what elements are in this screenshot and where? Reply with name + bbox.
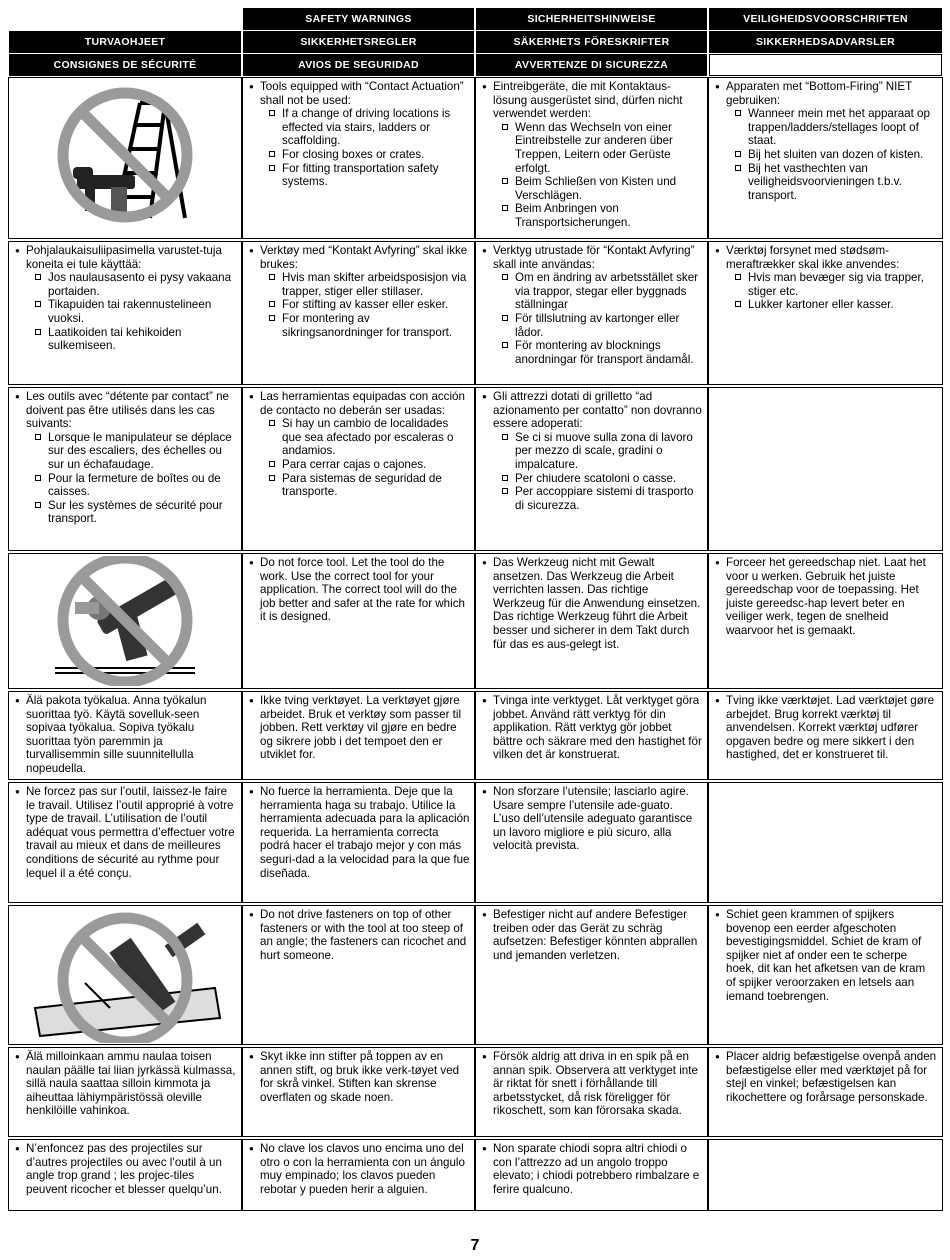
- sub-item: Hvis man skifter arbeidsposisjon via trapper, stiger eller stillaser.: [268, 271, 470, 298]
- warning-text: Älä pakota työkalua. Anna työkalun suorittaa työ. Käytä sovelluk-seen sopivaa työkalua. Sopiva työkalu suorittaa työn paremmin ja turvallisemmin sille suunnitellulla nopeudella.: [26, 694, 207, 775]
- sub-item: Wenn das Wechseln von einer Eintreibstelle zur anderen über Treppen, Leitern oder Gerüste erfolgt.: [501, 121, 703, 175]
- cell-s2-r3-c1: [242, 1139, 475, 1211]
- warning-text: Tvinga inte verktyget. Låt verktyget göra jobbet. Använd rätt verktyg för din applikation. Rätt verktyg gör jobbet bättre och säkrare med den hastighet för vilken det är konstruerat.: [493, 694, 702, 762]
- cell-s1-r3-c0: [8, 782, 242, 903]
- warning-text: Apparaten met “Bottom-Firing” NIET gebruiken:: [726, 80, 912, 107]
- cell-s1-r3-c1: [242, 782, 475, 903]
- warning-item: [482, 390, 703, 512]
- warning-item: [715, 244, 938, 312]
- page-number: 7: [470, 1237, 480, 1254]
- sub-item: Para sistemas de seguridad de transporte.: [268, 472, 470, 499]
- sub-item: Tikapuiden tai rakennustelineen vuoksi.: [34, 298, 237, 325]
- sub-item: Bij het sluiten van dozen of kisten.: [734, 148, 938, 162]
- warning-text: Gli attrezzi dotati di grilletto “ad azionamento per contatto” non dovranno essere adoperati:: [493, 390, 702, 431]
- warning-text: Befestiger nicht auf andere Befestiger treiben oder das Gerät zu schräg aufsetzen: Befestiger könnten abprallen und jemanden verletzen.: [493, 908, 698, 962]
- cell-s1-r2-c0: [8, 691, 242, 780]
- cell-s0-r1-c2: [475, 77, 708, 239]
- sub-item: Wanneer mein met het apparaat op trappen/ladders/stellages loopt of staat.: [734, 107, 938, 148]
- warning-item: [15, 785, 237, 880]
- header-r2-0: [9, 31, 241, 53]
- sub-item: Pour la fermeture de boîtes ou de caisses.: [34, 472, 237, 499]
- stacked-fasteners-prohibited-icon: [15, 908, 235, 1043]
- sub-item: Hvis man bevæger sig via trapper, stiger etc.: [734, 271, 938, 298]
- cell-s2-r1-c2: [475, 905, 708, 1045]
- header-label: TURVAOHJEET: [84, 36, 166, 48]
- safety-table: [8, 8, 943, 1211]
- warning-item: [715, 694, 938, 762]
- sub-item: Per chiudere scatoloni o casse.: [501, 472, 703, 486]
- sub-item: För tillslutning av kartonger eller lådor.: [501, 312, 703, 339]
- warning-item: [15, 1142, 237, 1196]
- warning-text: Do not drive fasteners on top of other fasteners or with the tool at too steep of an angle; the fasteners can ricochet and hurt someone.: [260, 908, 467, 962]
- warning-item: [249, 785, 470, 880]
- header-label: SIKKERHEDSADVARSLER: [755, 36, 896, 48]
- ladder-nailer-prohibited-icon: [15, 83, 235, 233]
- warning-item: [482, 556, 703, 651]
- sub-item: For stifting av kasser eller esker.: [268, 298, 470, 312]
- header-r3-2: [476, 54, 707, 76]
- cell-s0-r1-c1: [242, 77, 475, 239]
- illustration-1: [8, 553, 242, 689]
- cell-s2-r1-c1: [242, 905, 475, 1045]
- warning-text: Verktøy med “Kontakt Avfyring” skal ikke brukes:: [260, 244, 468, 271]
- cell-s1-r1-c3: [708, 553, 943, 689]
- sub-item: Laatikoiden tai kehikoiden sulkemiseen.: [34, 326, 237, 353]
- header-r3-0: [9, 54, 241, 76]
- warning-item: [249, 80, 470, 189]
- warning-item: [482, 1142, 703, 1196]
- header-r1-2: [709, 8, 942, 30]
- sub-item: For closing boxes or crates.: [268, 148, 470, 162]
- warning-item: [249, 908, 470, 962]
- warning-item: [715, 556, 938, 638]
- warning-text: Verktyg utrustade för “Kontakt Avfyring” skall inte användas:: [493, 244, 695, 271]
- header-r2-3: [709, 31, 942, 53]
- header-label: CONSIGNES DE SÉCURITÉ: [53, 59, 197, 71]
- sub-item: Lorsque le manipulateur se déplace sur des escaliers, des échelles ou sur un échafaudage.: [34, 431, 237, 472]
- sub-item: If a change of driving locations is effected via stairs, ladders or scaffolding.: [268, 107, 470, 148]
- cell-s1-r3-c3: [708, 782, 943, 903]
- cell-s2-r2-c1: [242, 1047, 475, 1137]
- sub-item: Beim Anbringen von Transportsicherungen.: [501, 202, 703, 229]
- warning-item: [249, 244, 470, 339]
- sub-item: Para cerrar cajas o cajones.: [268, 458, 470, 472]
- cell-s0-r2-c1: [242, 241, 475, 385]
- cell-s2-r2-c2: [475, 1047, 708, 1137]
- warning-text: Ikke tving verktøyet. La verktøyet gjøre arbeidet. Bruk et verktøy som passer til jobben. Rett verktøy vil gjøre en bedre og sikrere jobb i det tempoet den er utviklet for.: [260, 694, 462, 762]
- warning-item: [482, 1050, 703, 1118]
- warning-item: [482, 80, 703, 230]
- warning-text: Das Werkzeug nicht mit Gewalt ansetzen. Das Werkzeug die Arbeit verrichten lassen. Das richtige Werkzeug für die Anwendung einsetzen. Das richtige Werkzeug führt die Arbeit besser und sicherer in dem Takt durch für das es aus-gelegt ist.: [493, 556, 701, 651]
- warning-item: [715, 908, 938, 1003]
- sub-item: For fitting transportation safety systems.: [268, 162, 470, 189]
- cell-s0-r1-c3: [708, 77, 943, 239]
- cell-s2-r2-c3: [708, 1047, 943, 1137]
- warning-item: [482, 785, 703, 853]
- warning-text: No clave los clavos uno encima uno del otro o con la herramienta con un ángulo muy empinado; los clavos pueden rebotar y pueden herir a alguien.: [260, 1142, 465, 1196]
- warning-text: Forceer het gereedschap niet. Laat het voor u werken. Gebruik het juiste gereedschap voor de toepassing. Het juiste gereedsc-hap levert beter en veiliger werk, tegen de snelheid waarvoor het is gemaakt.: [726, 556, 926, 637]
- warning-text: Non sforzare l’utensile; lasciarlo agire. Usare sempre l’utensile ade-guato. L’uso dell’utensile adeguato garantisce un lavoro migliore e più sicuro, alla velocità prevista.: [493, 785, 693, 853]
- warning-item: [249, 694, 470, 762]
- illustration-2: [8, 905, 242, 1045]
- cell-s0-r2-c3: [708, 241, 943, 385]
- cell-s2-r2-c0: [8, 1047, 242, 1137]
- sub-item: For montering av sikringsanordninger for transport.: [268, 312, 470, 339]
- warning-text: Tools equipped with “Contact Actuation” shall not be used:: [260, 80, 464, 107]
- cell-s2-r3-c2: [475, 1139, 708, 1211]
- header-label: VEILIGHEIDSVOORSCHRIFTEN: [743, 13, 908, 25]
- forcing-tool-prohibited-icon: [15, 556, 235, 686]
- cell-s0-r3-c2: [475, 387, 708, 551]
- header-label: SICHERHEITSHINWEISE: [527, 13, 656, 25]
- header-r1-0: [243, 8, 474, 30]
- warning-text: Tving ikke værktøjet. Lad værktøjet gøre arbejdet. Brug korrekt værktøj til anvendelsen. Korrekt værktøj udfører opgaven bedre og mere sikkert i den hastighed, det er konstrueret til.: [726, 694, 935, 762]
- warning-text: Non sparate chiodi sopra altri chiodi o con l’attrezzo ad un angolo troppo elevato; i chiodi potrebbero rimbalzare e ferire qualcuno.: [493, 1142, 700, 1196]
- header-r1-1: [476, 8, 707, 30]
- warning-text: No fuerce la herramienta. Deje que la herramienta haga su trabajo. Utilice la herramienta adecuada para la aplicación requerida. La herramienta correcta podrá hacer el trabajo mejor y con más seguri-dad a la velocidad para la que fue diseñada.: [260, 785, 470, 880]
- cell-s0-r2-c0: [8, 241, 242, 385]
- cell-s1-r3-c2: [475, 782, 708, 903]
- warning-item: [15, 390, 237, 526]
- header-label: SÄKERHETS FÖRESKRIFTER: [513, 36, 670, 48]
- header-r2-1: [243, 31, 474, 53]
- sub-item: Lukker kartoner eller kasser.: [734, 298, 938, 312]
- cell-s0-r2-c2: [475, 241, 708, 385]
- warning-item: [15, 1050, 237, 1118]
- sub-item: Beim Schließen von Kisten und Verschlägen.: [501, 175, 703, 202]
- cell-s1-r2-c1: [242, 691, 475, 780]
- warning-text: N’enfoncez pas des projectiles sur d’autres projectiles ou avec l’outil à un angle trop grand ; les projec-tiles peuvent ricocher et blesser quelqu’un.: [26, 1142, 222, 1196]
- cell-s1-r2-c2: [475, 691, 708, 780]
- sub-item: Per accoppiare sistemi di trasporto di sicurezza.: [501, 485, 703, 512]
- cell-s2-r3-c3: [708, 1139, 943, 1211]
- cell-s2-r3-c0: [8, 1139, 242, 1211]
- warning-text: Försök aldrig att driva in en spik på en annan spik. Observera att verktyget inte är riktat för snett i förhållande till arbetsstycket, då risk föreligger för rikoschett, som kan förorsaka skada.: [493, 1050, 698, 1118]
- sub-item: Se ci si muove sulla zona di lavoro per mezzo di scale, gradini o impalcature.: [501, 431, 703, 472]
- sub-item: Om en ändring av arbetsstället sker via trappor, stegar eller byggnads ställningar: [501, 271, 703, 312]
- warning-item: [249, 556, 470, 624]
- warning-text: Eintreibgeräte, die mit Kontaktaus-lösung ausgerüstet sind, dürfen nicht verwendet werden:: [493, 80, 683, 121]
- header-r2-2: [476, 31, 707, 53]
- illustration-0: [8, 77, 242, 239]
- header-label: SAFETY WARNINGS: [305, 13, 412, 25]
- warning-text: Les outils avec “détente par contact” ne doivent pas être utilisés dans les cas suivants:: [26, 390, 230, 431]
- warning-item: [249, 1142, 470, 1196]
- cell-s0-r3-c3: [708, 387, 943, 551]
- warning-item: [482, 694, 703, 762]
- warning-item: [482, 908, 703, 962]
- sub-item: Sur les systèmes de sécurité pour transport.: [34, 499, 237, 526]
- warning-item: [15, 244, 237, 353]
- warning-item: [249, 1050, 470, 1104]
- warning-text: Værktøj forsynet med stødsøm-meraftrækker skal ikke anvendes:: [726, 244, 900, 271]
- warning-text: Do not force tool. Let the tool do the work. Use the correct tool for your application. The correct tool will do the job better and safer at the rate for which it is designed.: [260, 556, 465, 624]
- cell-s2-r1-c3: [708, 905, 943, 1045]
- warning-text: Pohjalaukaisuliipasimella varustet-tuja koneita ei tule käyttää:: [26, 244, 222, 271]
- warning-item: [715, 80, 938, 202]
- sub-item: Jos naulausasento ei pysy vakaana portaiden.: [34, 271, 237, 298]
- warning-text: Schiet geen krammen of spijkers bovenop een eerder afgeschoten bevestigingsmiddel. Schiet de kram of spijker niet af onder een te scherpe hoek, dit kan het afketsen van de kram of spijker veroorzaken en letsels aan iemand toebrengen.: [726, 908, 926, 1003]
- warning-text: Placer aldrig befæstigelse ovenpå anden befæstigelse eller med værktøjet på for stejl en vinkel; befæstigelsen kan rikochettere og forårsage personskade.: [726, 1050, 937, 1104]
- warning-item: [15, 694, 237, 776]
- cell-s1-r2-c3: [708, 691, 943, 780]
- sub-item: Bij het vasthechten van veiligheidsvoorvieningen t.b.v. transport.: [734, 162, 938, 203]
- warning-item: [249, 390, 470, 499]
- warning-item: [715, 1050, 938, 1104]
- header-r3-1: [243, 54, 474, 76]
- header-label: SIKKERHETSREGLER: [300, 36, 417, 48]
- header-label: AVIOS DE SEGURIDAD: [298, 59, 419, 71]
- cell-s1-r1-c2: [475, 553, 708, 689]
- header-r3-empty: [709, 54, 942, 76]
- warning-text: Ne forcez pas sur l’outil, laissez-le faire le travail. Utilisez l’outil approprié à votre type de travail. L’utilisation de l’outil adéquat vous permettra d’effectuer votre travail au mieux et dans de meilleures conditions de sécurité au rythme pour lequel il a été conçu.: [26, 785, 235, 880]
- warning-text: Las herramientas equipadas con acción de contacto no deberán ser usadas:: [260, 390, 465, 417]
- cell-s0-r3-c1: [242, 387, 475, 551]
- warning-text: Älä milloinkaan ammu naulaa toisen naulan päälle tai liian jyrkässä kulmassa, sillä naula saattaa silloin kimmota ja aiheuttaa lähiympäristössä oleville henkilöille vahinkoa.: [26, 1050, 236, 1118]
- header-label: AVVERTENZE DI SICUREZZA: [514, 59, 669, 71]
- warning-text: Skyt ikke inn stifter på toppen av en annen stift, og bruk ikke verk-tøyet ved for skrå vinkel. Stiften kan skrense overflaten og skade noen.: [260, 1050, 460, 1104]
- sub-item: Si hay un cambio de localidades que sea afectado por escaleras o andamios.: [268, 417, 470, 458]
- cell-s1-r1-c1: [242, 553, 475, 689]
- warning-item: [482, 244, 703, 366]
- cell-s0-r3-c0: [8, 387, 242, 551]
- sub-item: För montering av blocknings anordningar för transport ändamål.: [501, 339, 703, 366]
